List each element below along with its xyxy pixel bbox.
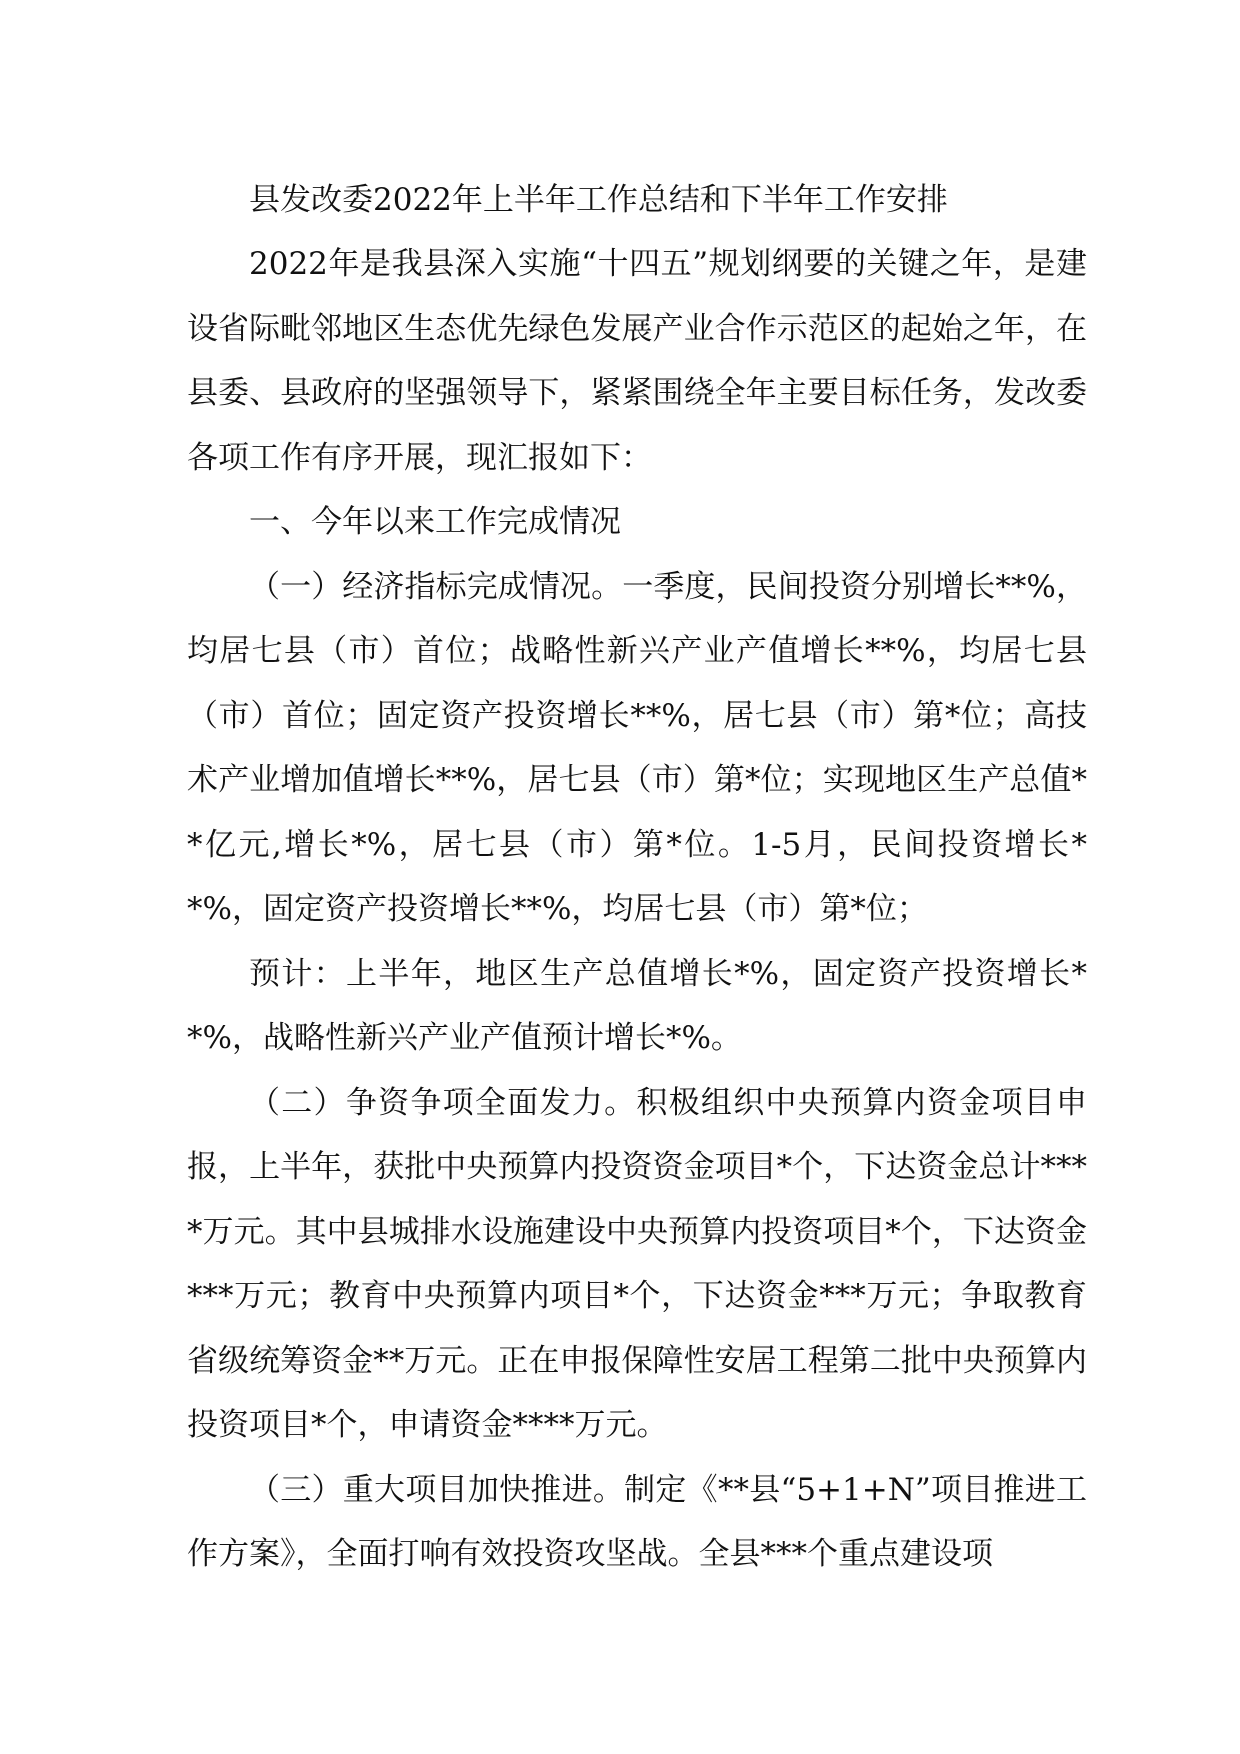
document-body: [187, 168, 1087, 1587]
document-title: 县发改委2022年上半年工作总结和下半年工作安排: [249, 182, 948, 218]
section-heading-1: 一、今年以来工作完成情况: [249, 504, 621, 540]
paragraph-funding-projects: （二）争资争项全面发力。积极组织中央预算内资金项目申报，上半年，获批中央预算内投资资金项目*个，下达资金总计****万元。其中县城排水设施建设中央预算内投资项目*个，下达资金***万元；教育中央预算内项目*个，下达资金***万元；争取教育省级统筹资金**万元。正在申报保障性安居工程第二批中央预算内投资项目*个，申请资金****万元。: [187, 1084, 1087, 1443]
intro-paragraph: 2022年是我县深入实施“十四五”规划纲要的关键之年，是建设省际毗邻地区生态优先绿色发展产业合作示范区的起始之年，在县委、县政府的坚强领导下，紧紧围绕全年主要目标任务，发改委各项工作有序开展，现汇报如下：: [187, 246, 1087, 476]
paragraph-major-projects: （三）重大项目加快推进。制定《**县“5+1+N”项目推进工作方案》，全面打响有效投资攻坚战。全县***个重点建设项: [187, 1471, 1087, 1572]
paragraph-forecast: 预计：上半年，地区生产总值增长*%，固定资产投资增长**%，战略性新兴产业产值预计增长*%。: [187, 955, 1087, 1056]
paragraph-economic-indicators: （一）经济指标完成情况。一季度，民间投资分别增长**%，均居七县（市）首位；战略性新兴产业产值增长**%，均居七县（市）首位；固定资产投资增长**%，居七县（市）第*位；高技术产业增加值增长**%，居七县（市）第*位；实现地区生产总值**亿元,增长*%，居七县（市）第*位。1-5月，民间投资增长**%，固定资产投资增长**%，均居七县（市）第*位；: [187, 568, 1087, 927]
